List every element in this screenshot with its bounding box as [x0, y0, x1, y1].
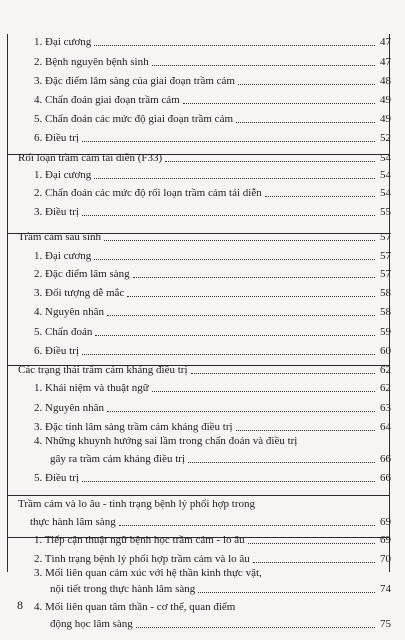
toc-page-number: 54	[380, 152, 391, 164]
dot-leader	[107, 411, 375, 412]
toc-entry-text: Trầm cảm và lo âu - tình trạng bệnh lý phối hợp trong	[18, 498, 255, 510]
toc-section-row	[18, 364, 391, 377]
toc-entry-text: 2. Bệnh nguyên bệnh sinh	[34, 56, 149, 68]
dot-leader	[94, 259, 375, 260]
dot-leader	[152, 391, 375, 392]
dot-leader	[198, 592, 375, 593]
toc-item-row	[34, 36, 391, 49]
dot-leader	[82, 354, 375, 355]
toc-page-number: 57	[380, 268, 391, 280]
toc-page-number: 54	[380, 187, 391, 199]
dot-leader	[265, 196, 375, 197]
toc-item-row	[34, 250, 391, 263]
dot-leader	[107, 315, 375, 316]
toc-item-row	[34, 402, 391, 415]
toc-page-number: 75	[380, 618, 391, 630]
left-border	[7, 34, 8, 572]
toc-entry-text: 6. Điều trị	[34, 132, 79, 144]
toc-item-row	[34, 132, 391, 145]
toc-item-row	[34, 382, 391, 395]
toc-item-row	[50, 583, 391, 596]
toc-page-number: 58	[380, 287, 391, 299]
toc-item-row	[34, 94, 391, 107]
toc-page-number: 74	[380, 583, 391, 595]
toc-entry-text: 3. Mối liên quan cảm xúc với hệ thần kinh thực vật,	[34, 567, 262, 579]
toc-entry-text: Rối loạn trầm cảm tái diễn (F33)	[18, 152, 163, 164]
toc-page-number: 69	[380, 534, 391, 546]
toc-item-row	[34, 206, 391, 219]
toc-entry-continuation: gây ra trầm cảm kháng điều trị	[50, 453, 186, 465]
toc-item-row	[50, 618, 391, 631]
toc-item-row	[50, 453, 391, 466]
toc-entry-text: 1. Đại cương	[34, 250, 92, 262]
toc-entry-text: 2. Đặc điểm lâm sàng	[34, 268, 130, 280]
toc-page-number: 66	[380, 453, 391, 465]
toc-entry-text: 1. Khái niệm và thuật ngữ	[34, 382, 149, 394]
toc-entry-text: 6. Điều trị	[34, 345, 79, 357]
toc-entry-text: 1. Tiếp cận thuật ngữ bệnh học trầm cảm - lo âu	[34, 534, 245, 546]
toc-item-row	[34, 187, 391, 200]
toc-page-number: 69	[380, 516, 391, 528]
page-number: 8	[17, 598, 23, 612]
dot-leader	[82, 141, 375, 142]
toc-section-row	[18, 231, 391, 244]
toc-page-number: 47	[380, 36, 391, 48]
toc-item-row	[34, 75, 391, 88]
toc-entry-text: 5. Chẩn đoán	[34, 326, 93, 338]
dot-leader	[165, 161, 375, 162]
dot-leader	[133, 277, 375, 278]
dot-leader	[236, 430, 375, 431]
toc-page-number: 49	[380, 113, 391, 125]
dot-leader	[253, 562, 375, 563]
dot-leader	[82, 215, 375, 216]
toc-entry-continuation: nội tiết trong thực hành lâm sàng	[50, 583, 196, 595]
dot-leader	[238, 84, 375, 85]
toc-item-row	[34, 472, 391, 485]
toc-page-number: 62	[380, 364, 391, 376]
toc-item-row	[34, 421, 391, 434]
toc-item-row	[34, 287, 391, 300]
toc-entry-text: 4. Chẩn đoán giai đoạn trầm cảm	[34, 94, 180, 106]
toc-page-number: 59	[380, 326, 391, 338]
toc-page-number: 63	[380, 402, 391, 414]
toc-section-row	[30, 516, 391, 529]
toc-page-number: 52	[380, 132, 391, 144]
toc-page-number: 55	[380, 206, 391, 218]
toc-item-row	[34, 169, 391, 182]
toc-entry-text: 4. Mối liên quan tâm thần - cơ thể, quan điểm	[34, 601, 236, 613]
dot-leader	[248, 543, 375, 544]
dot-leader	[119, 525, 375, 526]
toc-item-row	[34, 326, 391, 339]
dot-leader	[82, 481, 375, 482]
toc-entry-text: Các trạng thái trầm cảm kháng điều trị	[18, 364, 188, 376]
toc-entry-continuation: thực hành lâm sàng	[30, 516, 116, 528]
toc-page-number: 49	[380, 94, 391, 106]
toc-item-row	[34, 345, 391, 358]
dot-leader	[95, 335, 375, 336]
toc-page-number: 54	[380, 169, 391, 181]
toc-entry-text: 2. Nguyên nhân	[34, 402, 104, 414]
toc-entry-text: 5. Chẩn đoán các mức độ giai đoạn trầm cảm	[34, 113, 234, 125]
toc-entry-text: 1. Đại cương	[34, 36, 92, 48]
toc-page-number: 57	[380, 231, 391, 243]
toc-entry-text: 3. Đặc điểm lâm sàng của giai đoạn trầm cảm	[34, 75, 235, 87]
dot-leader	[136, 627, 375, 628]
toc-page-number: 66	[380, 472, 391, 484]
toc-page-number: 48	[380, 75, 391, 87]
dot-leader	[94, 178, 375, 179]
dot-leader	[94, 45, 375, 46]
toc-page-number: 62	[380, 382, 391, 394]
toc-entry-text: 2. Chẩn đoán các mức độ rối loạn trầm cảm tái diễn	[34, 187, 262, 199]
toc-page-number: 70	[380, 553, 391, 565]
section-divider	[7, 495, 389, 496]
toc-item-row	[34, 56, 391, 69]
toc-entry-text: 5. Điều trị	[34, 472, 79, 484]
toc-entry-text: 2. Tình trạng bệnh lý phối hợp trầm cảm và lo âu	[34, 553, 250, 565]
toc-page-number: 58	[380, 306, 391, 318]
dot-leader	[152, 65, 375, 66]
toc-page-number: 57	[380, 250, 391, 262]
toc-page-number: 64	[380, 421, 391, 433]
toc-entry-text: 4. Những khuynh hướng sai lầm trong chẩn đoán và điều trị	[34, 435, 298, 447]
dot-leader	[104, 240, 375, 241]
toc-entry-text: 1. Đại cương	[34, 169, 92, 181]
toc-section-row	[18, 152, 391, 165]
toc-item-row	[34, 534, 391, 547]
dot-leader	[183, 103, 375, 104]
toc-page-number: 47	[380, 56, 391, 68]
toc-item-row	[34, 553, 391, 566]
toc-entry-continuation: động học lâm sàng	[50, 618, 133, 630]
toc-item-row	[34, 113, 391, 126]
toc-entry-text: Trầm cảm sau sinh	[18, 231, 102, 243]
toc-entry-text: 3. Đối tượng dễ mắc	[34, 287, 125, 299]
toc-entry-text: 3. Đặc tính lâm sàng trầm cảm kháng điều trị	[34, 421, 233, 433]
dot-leader	[188, 462, 375, 463]
toc-entry-text: 3. Điều trị	[34, 206, 79, 218]
toc-entry-text: 4. Nguyên nhân	[34, 306, 104, 318]
toc-item-row	[34, 306, 391, 319]
dot-leader	[191, 373, 375, 374]
toc-item-row	[34, 268, 391, 281]
dot-leader	[127, 296, 375, 297]
dot-leader	[236, 122, 375, 123]
toc-page-number: 60	[380, 345, 391, 357]
